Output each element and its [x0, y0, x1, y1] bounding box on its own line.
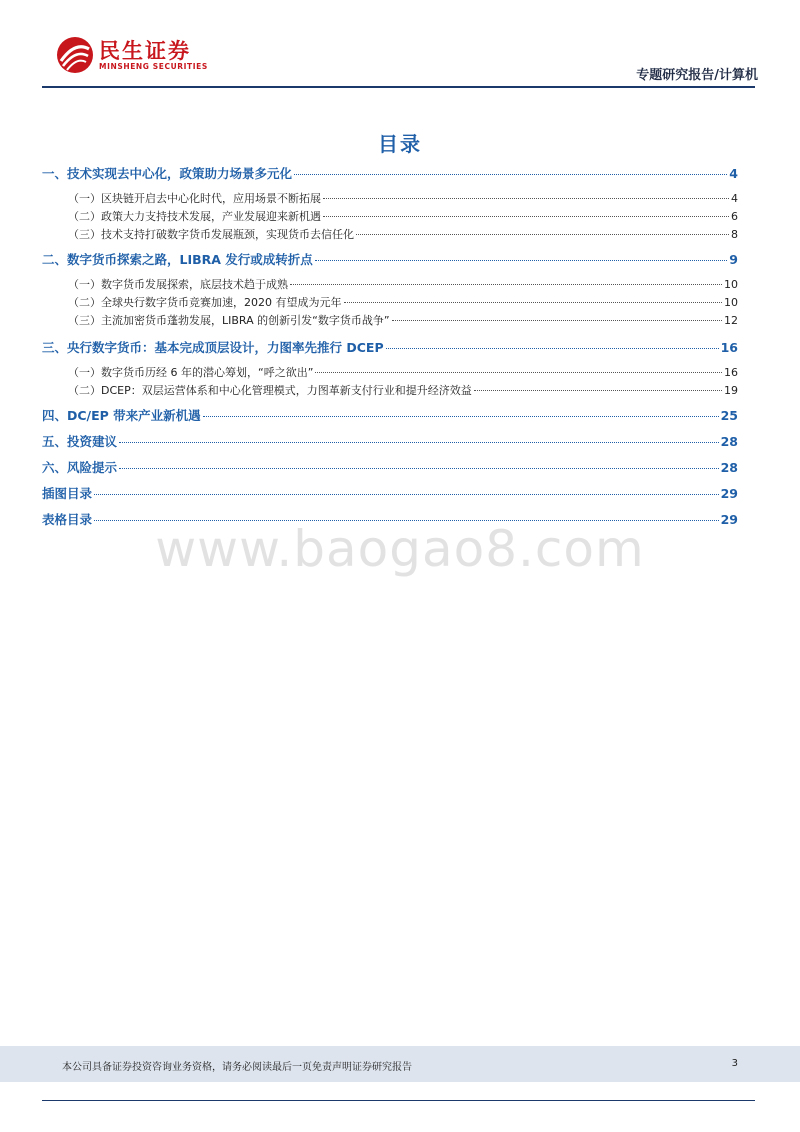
toc-entry-text: （二）DCEP：双层运营体系和中心化管理模式，力图革新支付行业和提升经济效益 [68, 384, 472, 397]
toc-entry-text: （二）全球央行数字货币竞赛加速，2020 有望成为元年 [68, 296, 342, 309]
toc-entry-page: 9 [729, 252, 738, 267]
watermark: www.baogao8.com [155, 520, 645, 578]
toc-leader-dots [94, 494, 719, 495]
toc-entry-2-2[interactable] [42, 294, 738, 310]
toc-leader-dots [344, 302, 723, 303]
footer-divider [42, 1100, 755, 1101]
toc-entry-page: 29 [720, 512, 738, 527]
toc-entry-page: 4 [731, 192, 738, 205]
toc-entry-text: （二）政策大力支持技术发展，产业发展迎来新机遇 [68, 210, 321, 223]
toc-entry-text: 表格目录 [42, 512, 93, 527]
toc-entry-text: 四、DC/EP 带来产业新机遇 [42, 408, 201, 423]
toc-leader-dots [315, 372, 722, 373]
toc-leader-dots [392, 320, 722, 321]
toc-leader-dots [323, 198, 729, 199]
page-number: 3 [731, 1058, 738, 1069]
toc-entry-page: 25 [720, 408, 738, 423]
toc-leader-dots [119, 468, 719, 469]
toc-entry-page: 10 [724, 278, 738, 291]
toc-entry-6[interactable] [42, 458, 738, 476]
toc-entry-text: （一）数字货币发展探索，底层技术趋于成熟 [68, 278, 288, 291]
toc-entry-2-3[interactable] [42, 312, 738, 328]
toc-leader-dots [323, 216, 729, 217]
company-logo [55, 33, 215, 77]
toc-entry-1-2[interactable] [42, 208, 738, 224]
toc-entry-4[interactable] [42, 406, 738, 424]
toc-entry-page: 29 [720, 486, 738, 501]
toc-entry-figures[interactable] [42, 484, 738, 502]
report-type-label: 专题研究报告/计算机 [636, 68, 758, 83]
toc-leader-dots [294, 174, 727, 175]
toc-entry-page: 6 [731, 210, 738, 223]
toc-entry-text: 二、数字货币探索之路，LIBRA 发行或成转折点 [42, 252, 313, 267]
toc-leader-dots [290, 284, 722, 285]
toc-leader-dots [119, 442, 719, 443]
toc-entry-5[interactable] [42, 432, 738, 450]
toc-entry-page: 4 [729, 166, 738, 181]
toc-entry-page: 19 [724, 384, 738, 397]
toc-entry-1[interactable] [42, 164, 738, 182]
toc-entry-page: 12 [724, 314, 738, 327]
toc-entry-text: 三、央行数字货币：基本完成顶层设计，力图率先推行 DCEP [42, 340, 384, 355]
toc-entry-page: 16 [720, 340, 738, 355]
toc-entry-2[interactable] [42, 250, 738, 268]
toc-entry-1-1[interactable] [42, 190, 738, 206]
toc-entry-text: 五、投资建议 [42, 434, 118, 449]
toc-entry-2-1[interactable] [42, 276, 738, 292]
toc-leader-dots [474, 390, 722, 391]
toc-entry-3-2[interactable] [42, 382, 738, 398]
toc-entry-page: 8 [731, 228, 738, 241]
toc-entry-text: （三）技术支持打破数字货币发展瓶颈，实现货币去信任化 [68, 228, 354, 241]
toc-leader-dots [315, 260, 728, 261]
toc-entry-text: （一）数字货币历经 6 年的潜心筹划，“呼之欲出” [68, 366, 314, 379]
toc-entry-text: （一）区块链开启去中心化时代，应用场景不断拓展 [68, 192, 321, 205]
toc-entry-text: 一、技术实现去中心化，政策助力场景多元化 [42, 166, 293, 181]
page-header [0, 0, 800, 92]
toc-entry-text: 插图目录 [42, 486, 93, 501]
logo-english-name: MINSHENG SECURITIES [99, 62, 208, 71]
minsheng-logo-icon [55, 35, 95, 75]
toc-entry-1-3[interactable] [42, 226, 738, 242]
footer-disclaimer: 本公司具备证券投资咨询业务资格，请务必阅读最后一页免责声明证券研究报告 [62, 1062, 412, 1073]
toc-leader-dots [386, 348, 719, 349]
toc-title: 目录 [378, 132, 422, 156]
toc-leader-dots [356, 234, 729, 235]
toc-entry-page: 16 [724, 366, 738, 379]
header-divider [42, 86, 755, 88]
toc-entry-text: （三）主流加密货币蓬勃发展，LIBRA 的创新引发“数字货币战争” [68, 314, 390, 327]
toc-entry-page: 10 [724, 296, 738, 309]
page-footer [0, 1046, 800, 1082]
toc-entry-3[interactable] [42, 338, 738, 356]
toc-leader-dots [203, 416, 719, 417]
logo-chinese-name: 民生证券 [99, 39, 191, 63]
toc-entry-page: 28 [720, 434, 738, 449]
toc-entry-page: 28 [720, 460, 738, 475]
toc-entry-text: 六、风险提示 [42, 460, 118, 475]
toc-entry-3-1[interactable] [42, 364, 738, 380]
